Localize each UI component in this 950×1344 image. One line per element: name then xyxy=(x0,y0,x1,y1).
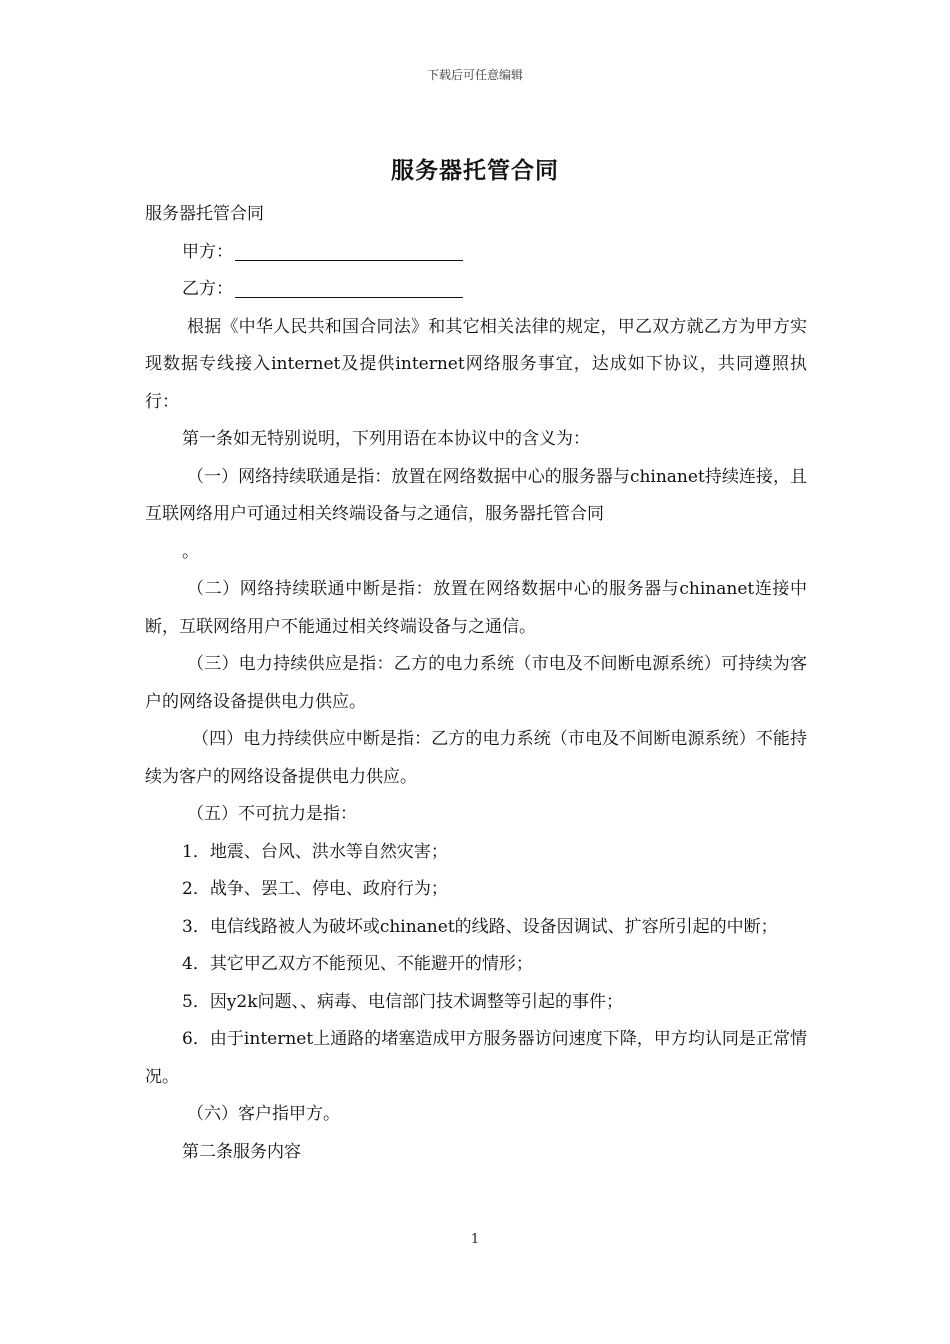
force-majeure-item-5: 5．因y2k问题、、病毒、电信部门技术调整等引起的事件； xyxy=(182,991,624,1012)
document-body xyxy=(145,196,807,1171)
definition-1-end: 。 xyxy=(182,541,199,562)
party-b-line xyxy=(145,271,807,309)
force-majeure-item-4: 4．其它甲乙双方不能预见、不能避开的情形； xyxy=(182,954,533,974)
party-a-blank xyxy=(235,238,463,261)
definition-1: （一）网络持续联通是指：放置在网络数据中心的服务器与chinanet持续连接，且互联网络用户可通过相关终端设备与之通信，服务器托管合同 xyxy=(145,466,807,524)
document-title: 服务器托管合同 xyxy=(391,157,559,184)
force-majeure-item-3: 3．电信线路被人为破坏或chinanet的线路、设备因调试、扩容所引起的中断； xyxy=(182,916,778,937)
subtitle: 服务器托管合同 xyxy=(145,204,264,224)
definition-2: （二）网络持续联通中断是指：放置在网络数据中心的服务器与chinanet连接中断，互联网络用户不能通过相关终端设备与之通信。 xyxy=(145,579,807,637)
page-number: 1 xyxy=(470,1232,480,1247)
definition-5: （五）不可抗力是指： xyxy=(187,804,357,824)
force-majeure-item-6: 6．由于internet上通路的堵塞造成甲方服务器访问速度下降，甲方均认同是正常情况。 xyxy=(145,1029,807,1087)
force-majeure-item-1: 1．地震、台风、洪水等自然灾害； xyxy=(182,841,448,862)
intro-paragraph: 根据《中华人民共和国合同法》和其它相关法律的规定，甲乙双方就乙方为甲方实现数据专线接入internet及提供internet网络服务事宜，达成如下协议，共同遵照执行： xyxy=(145,316,807,412)
party-a-line xyxy=(145,234,807,272)
article-1-heading: 第一条如无特别说明，下列用语在本协议中的含义为： xyxy=(182,429,590,449)
party-b-blank xyxy=(235,275,463,298)
party-a-label: 甲方： xyxy=(182,241,233,262)
definition-3: （三）电力持续供应是指：乙方的电力系统（市电及不间断电源系统）可持续为客户的网络设备提供电力供应。 xyxy=(145,654,807,712)
definition-4: （四）电力持续供应中断是指：乙方的电力系统（市电及不间断电源系统）不能持续为客户的网络设备提供电力供应。 xyxy=(145,729,807,787)
article-2-heading: 第二条服务内容 xyxy=(182,1141,301,1162)
page-header: 下载后可任意编辑 xyxy=(426,68,523,82)
party-b-label: 乙方： xyxy=(182,279,233,299)
force-majeure-item-2: 2．战争、罢工、停电、政府行为； xyxy=(182,879,448,899)
definition-6: （六）客户指甲方。 xyxy=(187,1104,340,1124)
